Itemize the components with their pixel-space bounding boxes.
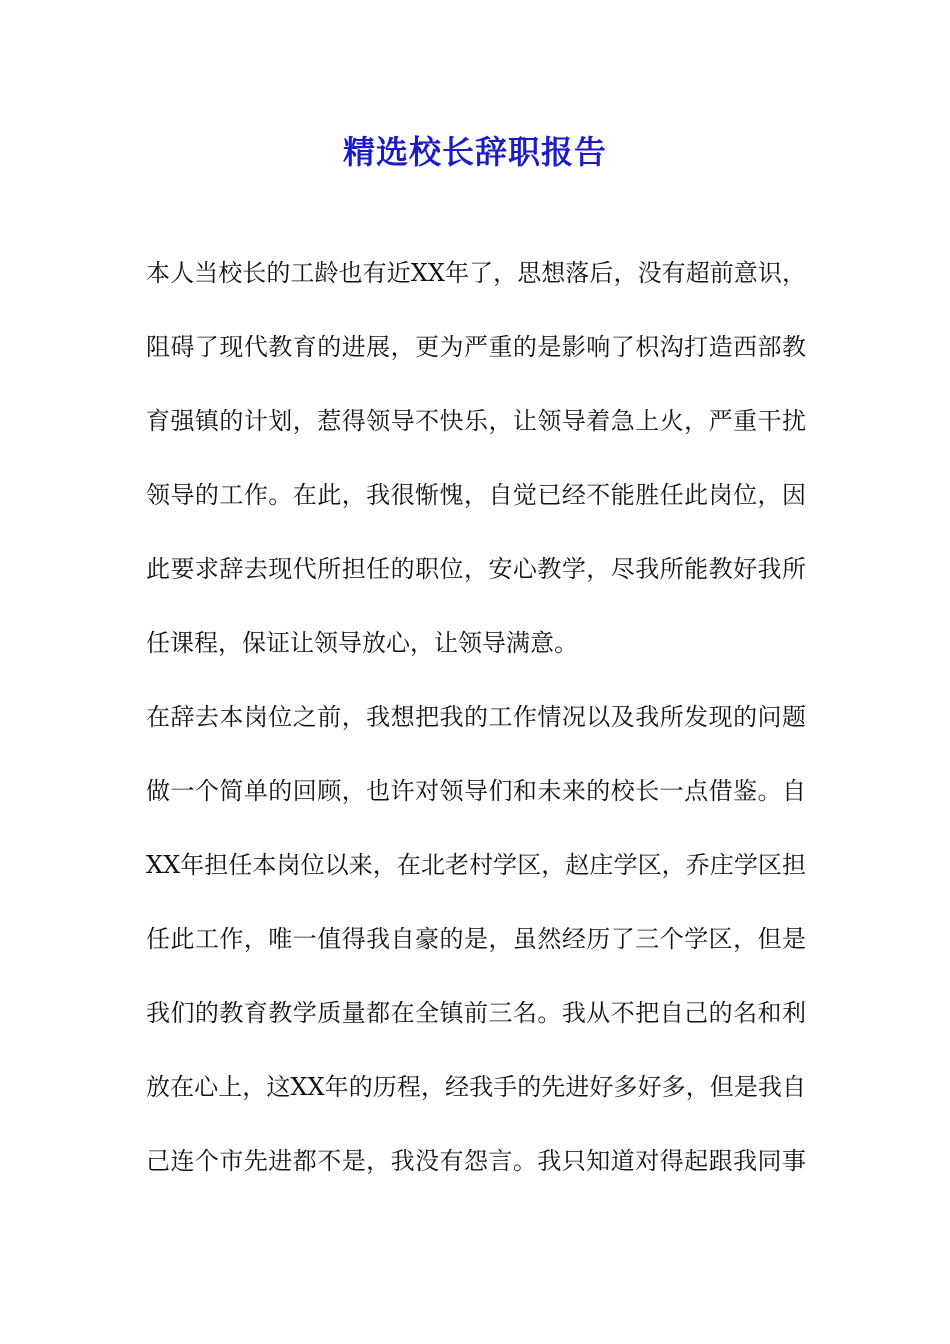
text-line: 在辞去本岗位之前，我想把我的工作情况以及我所发现的问题 bbox=[146, 703, 806, 731]
text-line: 阻碍了现代教育的进展，更为严重的是影响了枳沟打造西部教 bbox=[146, 333, 806, 361]
text-line: 做一个简单的回顾，也许对领导们和未来的校长一点借鉴。自 bbox=[146, 777, 806, 805]
text-line: 领导的工作。在此，我很惭愧，自觉已经不能胜任此岗位，因 bbox=[146, 481, 806, 509]
text-line: 我们的教育教学质量都在全镇前三名。我从不把自己的名和利 bbox=[146, 999, 806, 1027]
text-line: 放在心上，这XX年的历程，经我手的先进好多好多，但是我自 bbox=[146, 1073, 806, 1101]
text-line: XX年担任本岗位以来，在北老村学区，赵庄学区，乔庄学区担 bbox=[146, 851, 806, 879]
document-title: 精选校长辞职报告 bbox=[342, 133, 607, 171]
text-line: 此要求辞去现代所担任的职位，安心教学，尽我所能教好我所 bbox=[146, 555, 806, 583]
text-line: 本人当校长的工龄也有近XX年了，思想落后，没有超前意识， bbox=[146, 259, 806, 287]
text-line: 己连个市先进都不是，我没有怨言。我只知道对得起跟我同事 bbox=[146, 1147, 806, 1175]
document-body bbox=[146, 236, 806, 1198]
text-line: 任课程，保证让领导放心，让领导满意。 bbox=[146, 629, 578, 657]
text-line: 育强镇的计划，惹得领导不快乐，让领导着急上火，严重干扰 bbox=[146, 407, 806, 435]
text-line: 任此工作，唯一值得我自豪的是，虽然经历了三个学区，但是 bbox=[146, 925, 806, 953]
